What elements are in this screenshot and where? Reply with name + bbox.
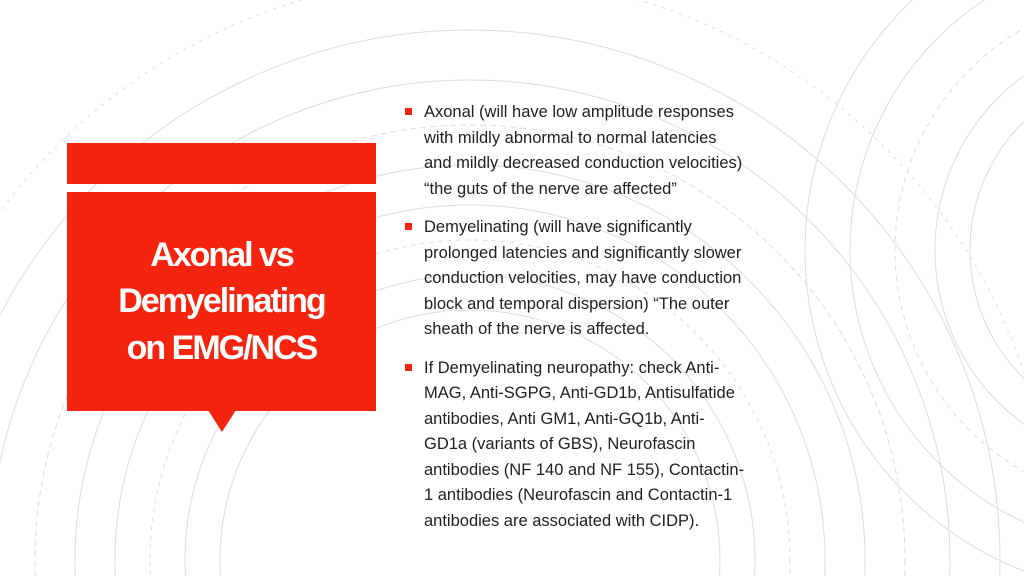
bullet-line: block and temporal dispersion) “The outer <box>424 294 730 313</box>
bullet-line: sheath of the nerve is affected. <box>424 320 650 338</box>
bullet-line: “the guts of the nerve are affected” <box>424 179 677 198</box>
bullet-item <box>404 215 804 343</box>
title-line: on EMG/NCS <box>126 328 317 367</box>
title-line: Axonal vs <box>150 236 293 275</box>
square-bullet-icon <box>405 364 412 371</box>
bullet-line: If Demyelinating neuropathy: check Anti- <box>424 358 720 377</box>
bullet-line: 1 antibodies (Neurofascin and Contactin-1 <box>424 486 733 504</box>
bullet-line: antibodies (NF 140 and NF 155), Contactin- <box>424 460 745 479</box>
bullet-line: Demyelinating (will have significantly <box>424 218 692 236</box>
slide-title <box>77 232 367 371</box>
bullet-line: GD1a (variants of GBS), Neurofascin <box>424 435 696 453</box>
title-pointer-triangle <box>208 410 236 432</box>
bullet-item <box>404 100 804 202</box>
bullet-line: antibodies, Anti GM1, Anti-GQ1b, Anti- <box>424 409 705 428</box>
bullet-list <box>404 100 804 547</box>
bullet-line: prolonged latencies and significantly slower <box>424 243 742 262</box>
bullet-line: conduction velocities, may have conduction <box>424 269 742 287</box>
title-box <box>67 192 376 411</box>
bullet-item <box>404 356 804 535</box>
title-accent-band <box>67 143 376 184</box>
bullet-line: with mildly abnormal to normal latencies <box>424 128 717 147</box>
bullet-line: antibodies are associated with CIDP). <box>424 511 700 530</box>
title-line: Demyelinating <box>118 282 325 321</box>
square-bullet-icon <box>405 223 412 230</box>
square-bullet-icon <box>405 108 412 115</box>
bullet-line: and mildly decreased conduction velocities) <box>424 154 743 172</box>
bullet-line: MAG, Anti-SGPG, Anti-GD1b, Antisulfatide <box>424 384 735 402</box>
bullet-line: Axonal (will have low amplitude responses <box>424 103 734 121</box>
